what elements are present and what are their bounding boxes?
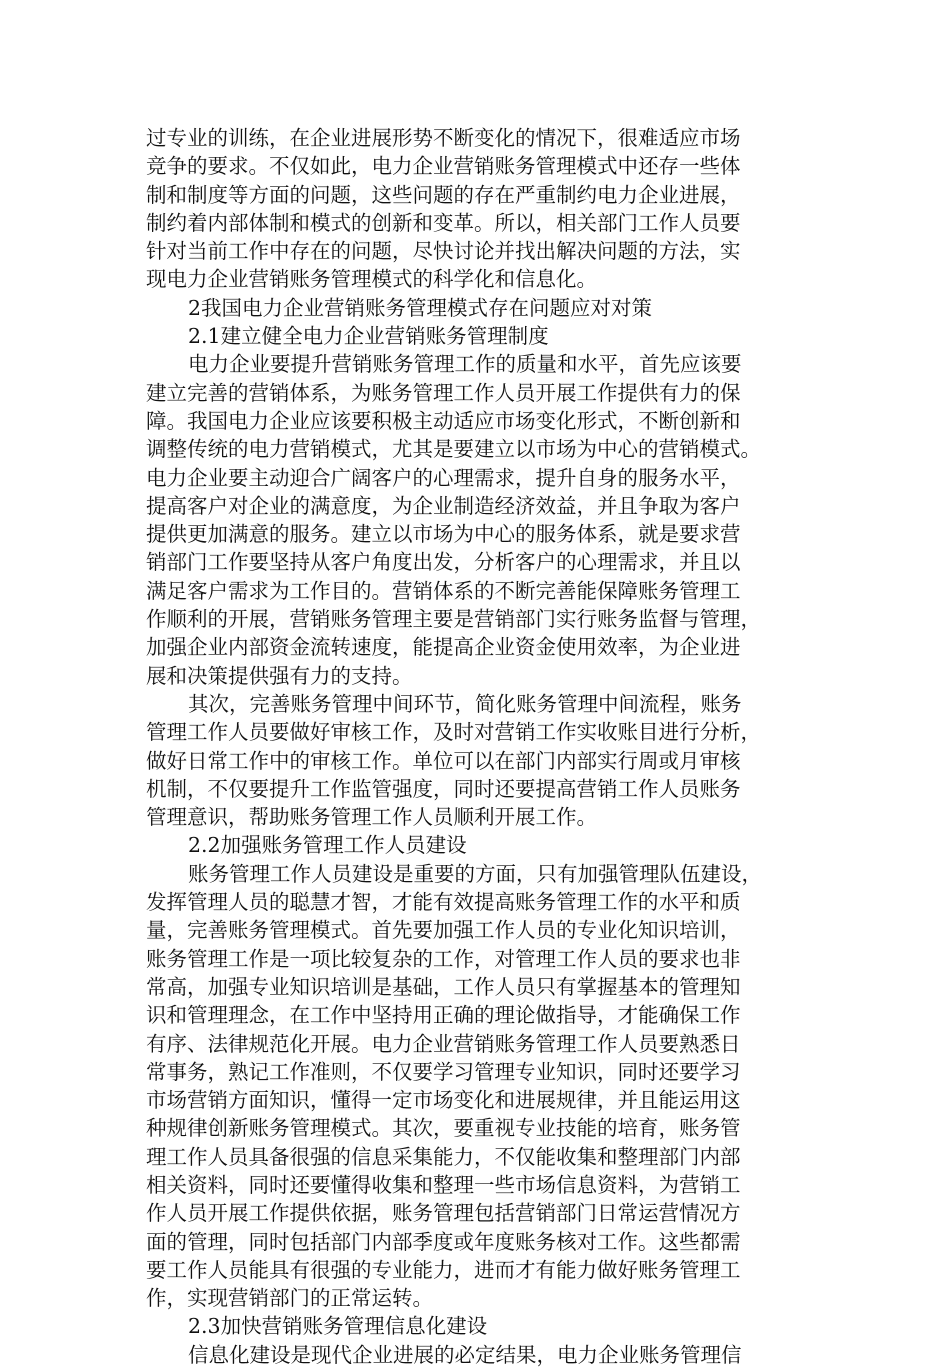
text-line: 信息化建设是现代企业进展的必定结果，电力企业账务管理信	[188, 1342, 742, 1367]
text-line: 做好日常工作中的审核工作。单位可以在部门内部实行周或月审核	[146, 748, 741, 773]
text-line: 理工作人员具备很强的信息采集能力，不仅能收集和整理部门内部	[146, 1144, 741, 1169]
text-line: 账务管理工作是一项比较复杂的工作，对管理工作人员的要求也非	[146, 946, 741, 971]
text-line: 电力企业要提升营销账务管理工作的质量和水平，首先应该要	[188, 352, 742, 377]
text-line: 调整传统的电力营销模式，尤其是要建立以市场为中心的营销模式。	[146, 437, 761, 462]
text-line: 现电力企业营销账务管理模式的科学化和信息化。	[146, 267, 597, 292]
text-line: 2我国电力企业营销账务管理模式存在问题应对对策	[188, 295, 653, 320]
text-line: 作，实现营销部门的正常运转。	[146, 1286, 433, 1311]
text-line: 发挥管理人员的聪慧才智，才能有效提高账务管理工作的水平和质	[146, 890, 741, 915]
text-line: 销部门工作要坚持从客户角度出发，分析客户的心理需求，并且以	[146, 550, 741, 575]
text-line: 账务管理工作人员建设是重要的方面，只有加强管理队伍建设，	[188, 861, 762, 886]
text-line: 面的管理，同时包括部门内部季度或年度账务核对工作。这些都需	[146, 1229, 741, 1254]
text-line: 满足客户需求为工作目的。营销体系的不断完善能保障账务管理工	[146, 578, 741, 603]
text-line: 制约着内部体制和模式的创新和变革。所以，相关部门工作人员要	[146, 210, 741, 235]
text-line: 常事务，熟记工作准则，不仅要学习管理专业知识，同时还要学习	[146, 1059, 741, 1084]
text-line: 识和管理理念，在工作中坚持用正确的理论做指导，才能确保工作	[146, 1003, 741, 1028]
text-line: 量，完善账务管理模式。首先要加强工作人员的专业化知识培训，	[146, 918, 741, 943]
text-line: 针对当前工作中存在的问题，尽快讨论并找出解决问题的方法，实	[146, 239, 741, 264]
text-line: 2.1建立健全电力企业营销账务管理制度	[188, 324, 549, 349]
text-line: 机制，不仅要提升工作监管强度，同时还要提高营销工作人员账务	[146, 776, 741, 801]
text-line: 管理工作人员要做好审核工作，及时对营销工作实收账目进行分析，	[146, 720, 761, 745]
text-line: 电力企业要主动迎合广阔客户的心理需求，提升自身的服务水平，	[146, 465, 741, 490]
text-line: 管理意识，帮助账务管理工作人员顺利开展工作。	[146, 805, 597, 830]
text-line: 提供更加满意的服务。建立以市场为中心的服务体系，就是要求营	[146, 522, 741, 547]
text-line: 过专业的训练，在企业进展形势不断变化的情况下，很难适应市场	[146, 126, 741, 150]
text-line: 展和决策提供强有力的支持。	[146, 663, 413, 688]
text-line: 作顺利的开展，营销账务管理主要是营销部门实行账务监督与管理，	[146, 607, 761, 632]
text-line: 2.2加强账务管理工作人员建设	[188, 833, 467, 858]
text-line: 障。我国电力企业应该要积极主动适应市场变化形式，不断创新和	[146, 408, 741, 433]
text-line: 常高，加强专业知识培训是基础，工作人员只有掌握基本的管理知	[146, 974, 741, 999]
text-line: 市场营销方面知识，懂得一定市场变化和进展规律，并且能运用这	[146, 1088, 741, 1113]
text-line: 作人员开展工作提供依据，账务管理包括营销部门日常运营情况方	[146, 1201, 741, 1226]
text-line: 种规律创新账务管理模式。其次，要重视专业技能的培育，账务管	[146, 1116, 741, 1141]
text-line: 相关资料，同时还要懂得收集和整理一些市场信息资料，为营销工	[146, 1172, 741, 1197]
text-line: 提高客户对企业的满意度，为企业制造经济效益，并且争取为客户	[146, 493, 741, 518]
text-line: 2.3加快营销账务管理信息化建设	[188, 1314, 488, 1339]
text-line: 建立完善的营销体系，为账务管理工作人员开展工作提供有力的保	[146, 380, 741, 405]
text-line: 其次，完善账务管理中间环节，简化账务管理中间流程，账务	[188, 691, 742, 716]
text-line: 制和制度等方面的问题，这些问题的存在严重制约电力企业进展，	[146, 182, 741, 207]
text-line: 要工作人员能具有很强的专业能力，进而才有能力做好账务管理工	[146, 1257, 741, 1282]
text-line: 加强企业内部资金流转速度，能提高企业资金使用效率，为企业进	[146, 635, 741, 660]
text-line: 竞争的要求。不仅如此，电力企业营销账务管理模式中还存一些体	[146, 154, 741, 179]
text-line: 有序、法律规范化开展。电力企业营销账务管理工作人员要熟悉日	[146, 1031, 741, 1056]
document-body	[146, 124, 806, 1369]
